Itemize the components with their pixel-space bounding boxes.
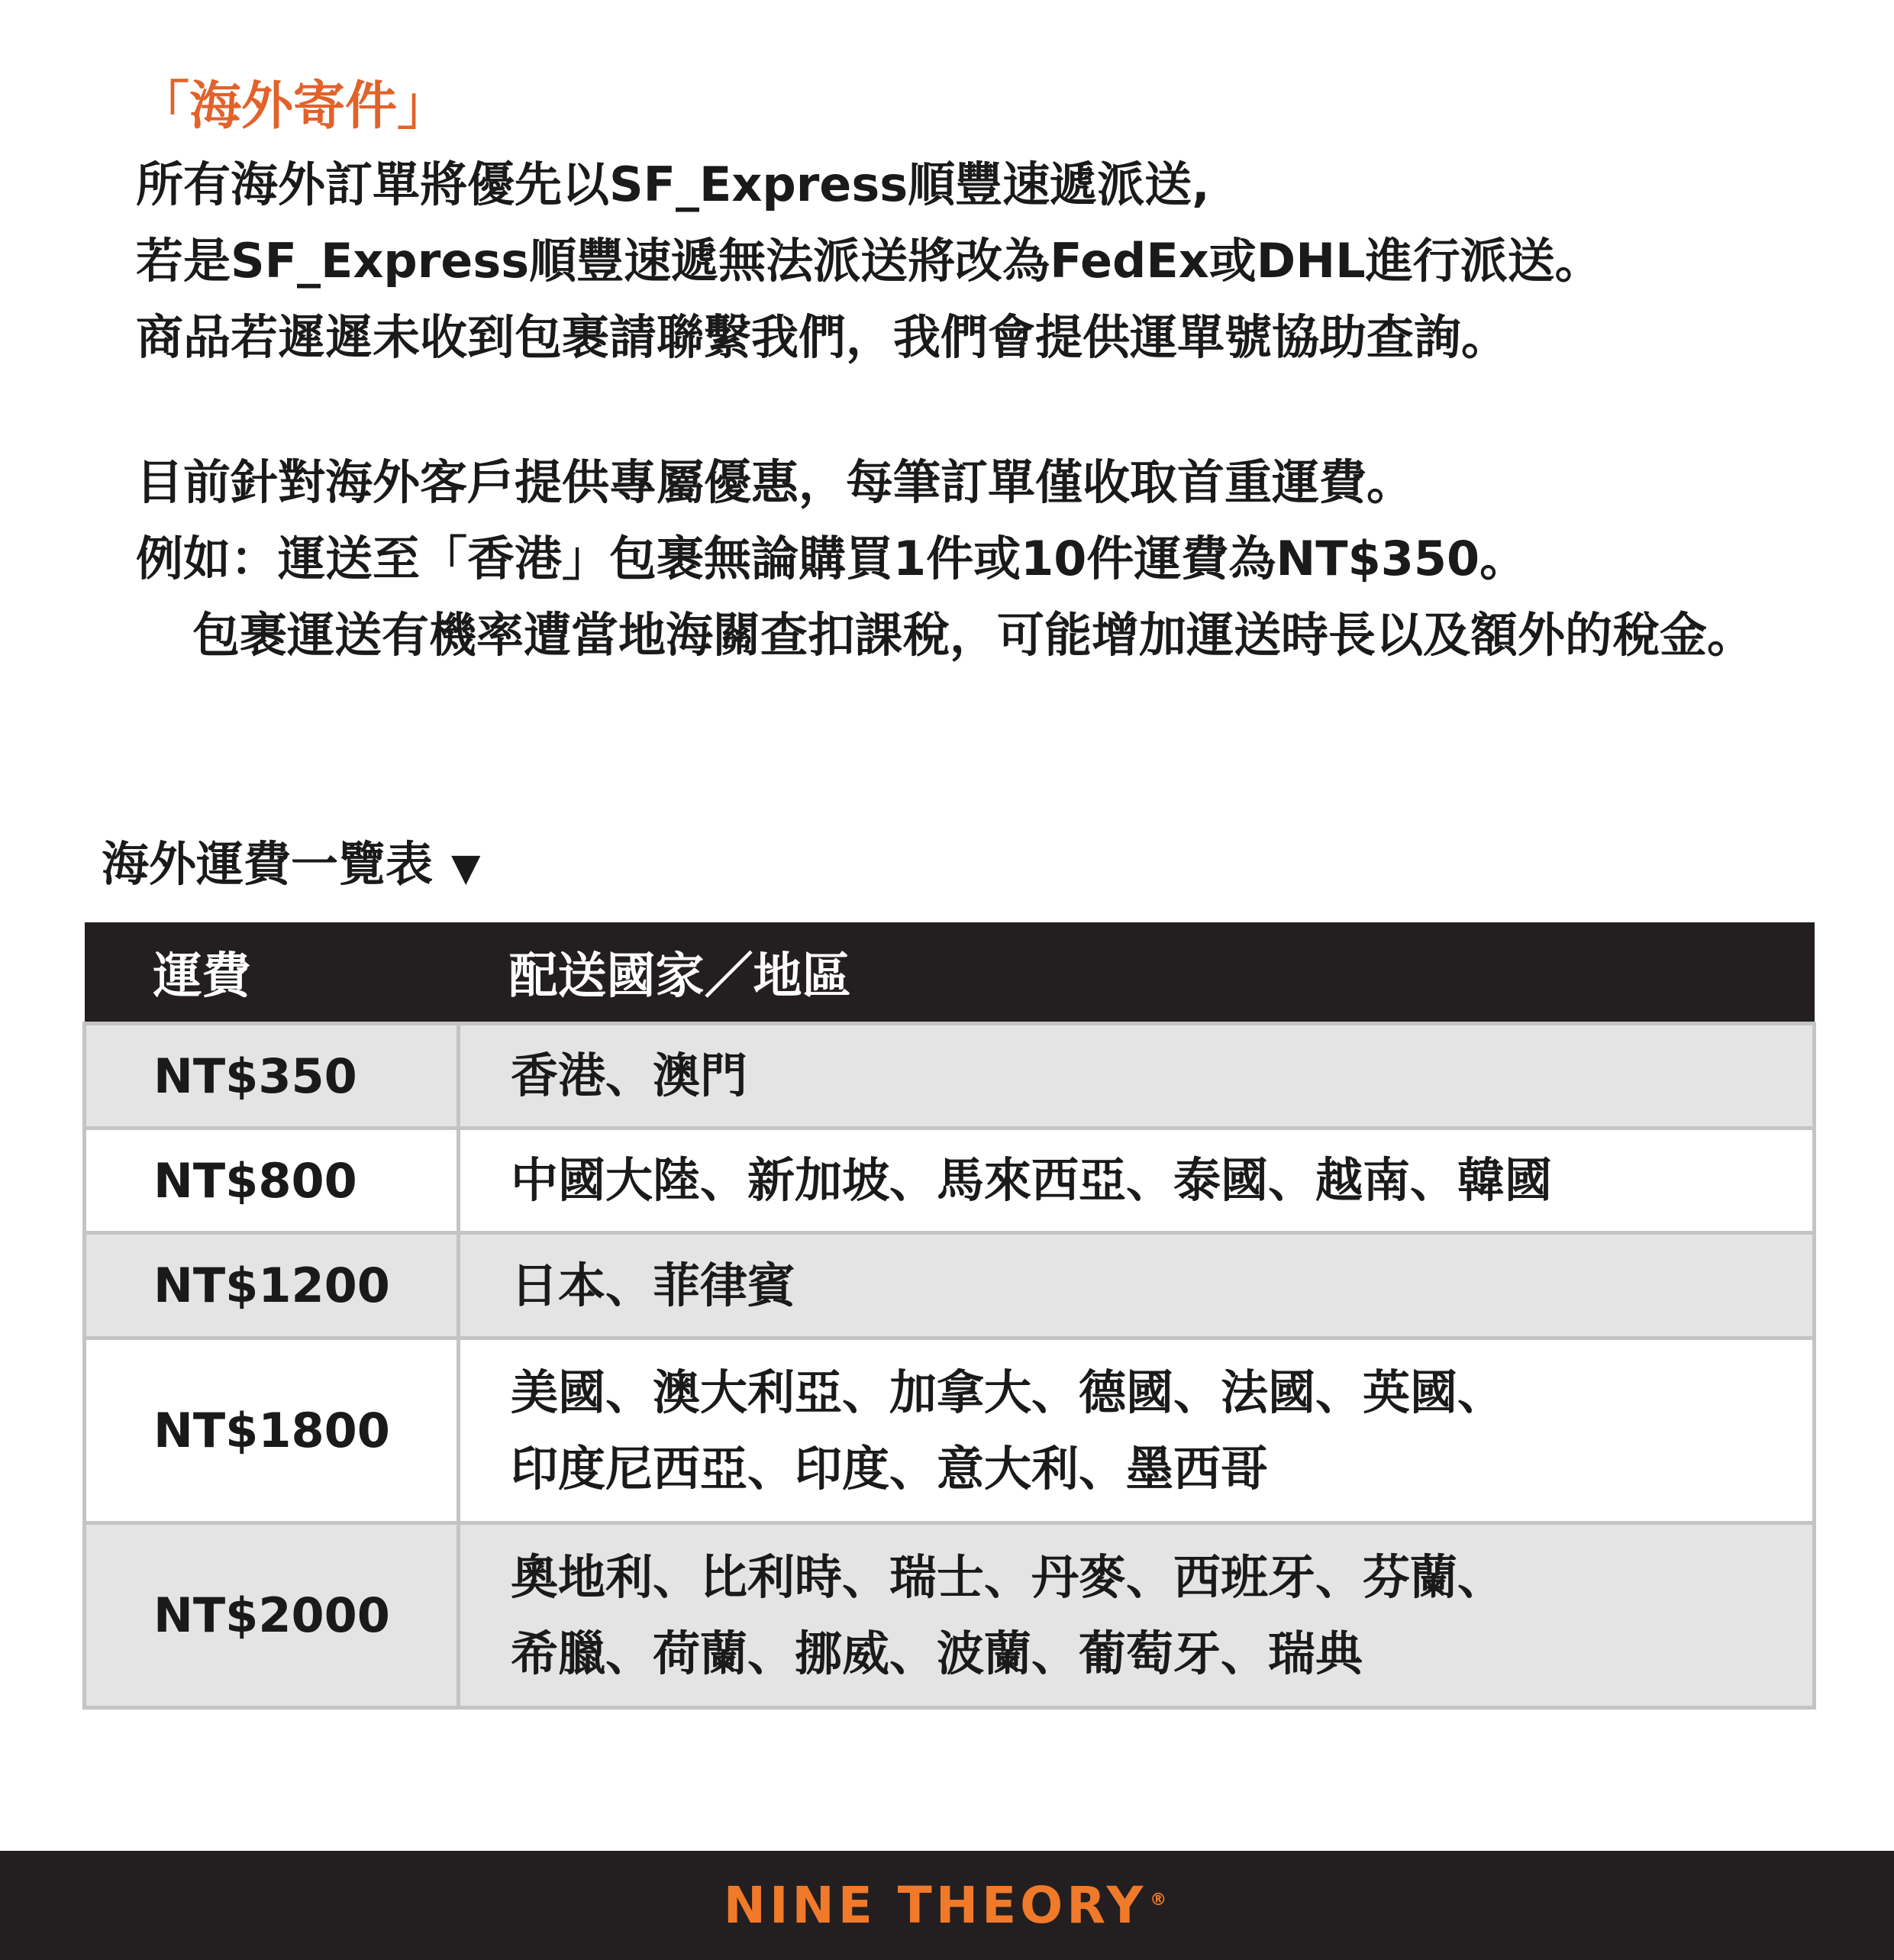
- price-cell: NT$1200: [85, 1233, 459, 1338]
- region-line: 印度尼西亞、印度、意大利、墨西哥: [511, 1440, 1269, 1497]
- note-line: 例如：運送至「香港」包裹無論購買1件或10件運費為NT$350。: [136, 531, 1528, 586]
- table-header-row: [85, 922, 1815, 1024]
- region-cell: [459, 1129, 1815, 1233]
- footer-bar: [0, 1851, 1894, 1960]
- region-line: 香港、澳門: [511, 1048, 748, 1103]
- section-heading: 「海外寄件」: [137, 76, 450, 137]
- table-row: [85, 1129, 1815, 1233]
- region-cell: [459, 1338, 1815, 1523]
- price-cell: NT$350: [85, 1024, 459, 1129]
- region-cell: [459, 1523, 1815, 1708]
- brand-name: NINE THEORY: [723, 1876, 1147, 1935]
- region-line: 日本、菲律賓: [511, 1257, 795, 1313]
- region-line: 中國大陸、新加坡、馬來西亞、泰國、越南、韓國: [511, 1152, 1553, 1208]
- table-row: [85, 1523, 1815, 1708]
- intro-line: 商品若遲遲未收到包裹請聯繫我們，我們會提供運單號協助查詢。: [136, 309, 1509, 365]
- intro-line: 所有海外訂單將優先以SF_Express順豐速遞派送,: [136, 157, 1210, 212]
- table-row: [85, 1338, 1815, 1523]
- table-row: [85, 1233, 1815, 1338]
- note-line: 目前針對海外客戶提供專屬優惠，每筆訂單僅收取首重運費。: [136, 454, 1415, 510]
- region-line: 奧地利、比利時、瑞士、丹麥、西班牙、芬蘭、: [511, 1548, 1505, 1605]
- table-row: [85, 1024, 1815, 1129]
- note-line: 包裹運送有機率遭當地海關查扣課稅，可能增加運送時長以及額外的稅金。: [192, 607, 1755, 663]
- registered-mark: ®: [1150, 1891, 1171, 1910]
- brand-logo: [724, 1876, 1171, 1935]
- intro-text: [136, 147, 1831, 376]
- region-cell: [459, 1024, 1815, 1129]
- header-destination: 配送國家／地區: [459, 922, 1815, 1024]
- price-cell: NT$1800: [85, 1338, 459, 1523]
- price-cell: NT$2000: [85, 1523, 459, 1708]
- region-line: 希臘、荷蘭、挪威、波蘭、葡萄牙、瑞典: [511, 1625, 1363, 1681]
- region-line: 美國、澳大利亞、加拿大、德國、法國、英國、: [511, 1364, 1505, 1420]
- header-shipping-fee: 運費: [85, 922, 459, 1024]
- discount-note: [136, 444, 1800, 673]
- intro-line: 若是SF_Express順豐速遞無法派送將改為FedEx或DHL進行派送。: [136, 233, 1602, 289]
- price-cell: NT$800: [85, 1129, 459, 1233]
- table-title: [102, 826, 480, 906]
- triangle-down-icon: ▼: [451, 844, 481, 890]
- table-title-text: 海外運費一覽表: [102, 836, 434, 892]
- shipping-rate-table: [82, 922, 1816, 1710]
- region-cell: [459, 1233, 1815, 1338]
